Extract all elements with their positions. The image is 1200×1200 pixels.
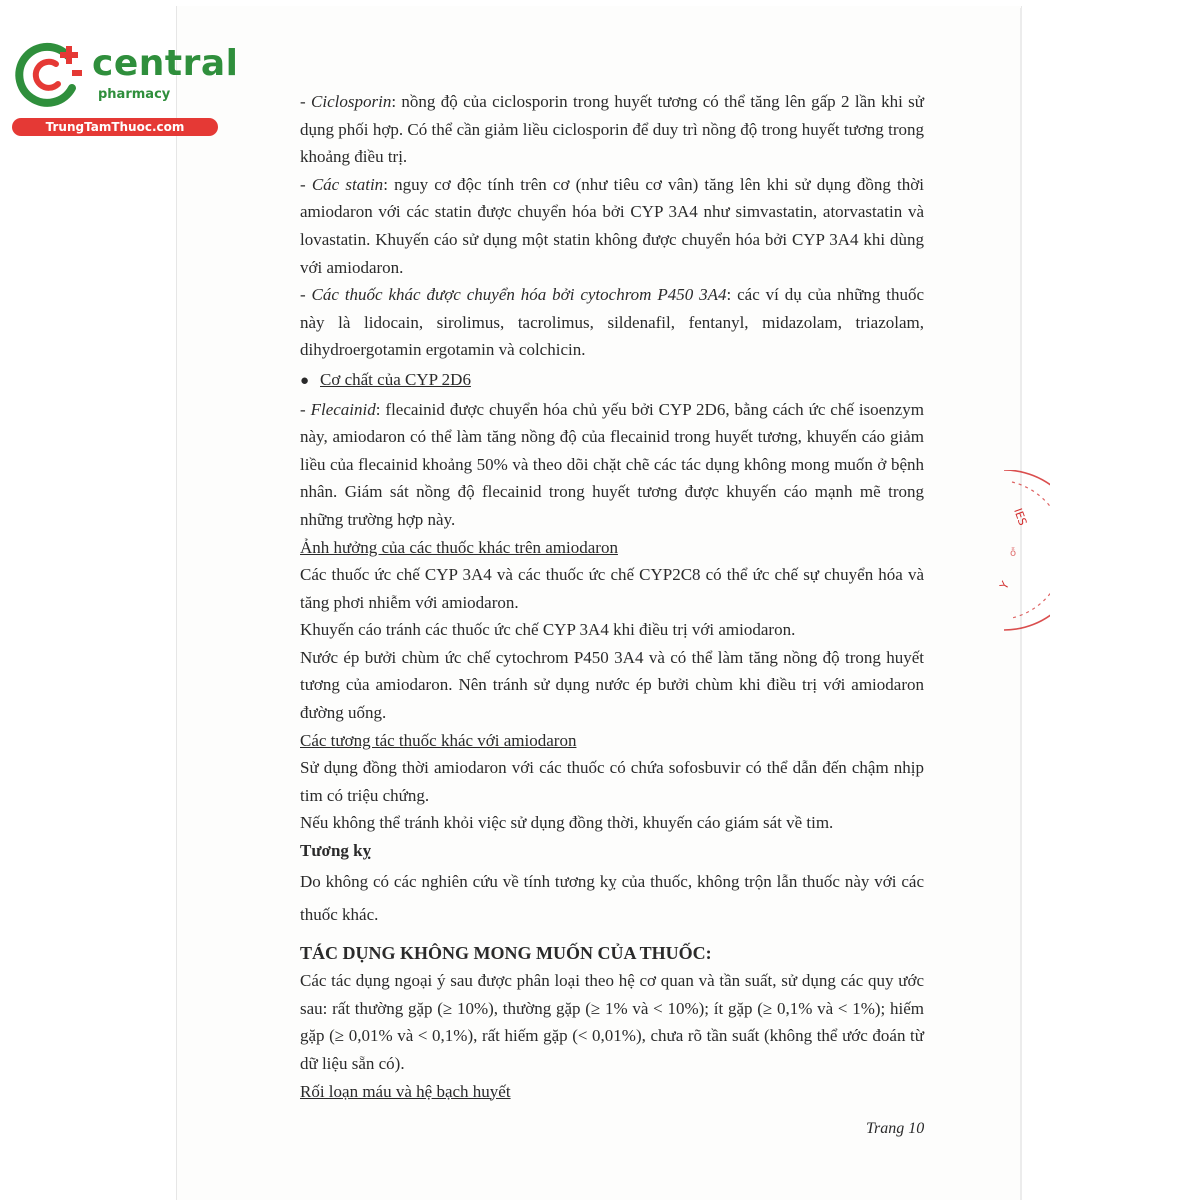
svg-text:Y: Y xyxy=(997,579,1012,592)
incompatibility-heading: Tương kỵ xyxy=(300,841,372,861)
paragraph-text: : nguy cơ độc tính trên cơ (như tiêu cơ vân) tăng lên khi sử dụng đồng thời amiodaron với các statin được chuyển hóa bởi CYP 3A4 như simvastatin, atorvastatin và lovastatin. Khuyến cáo sử dụng một statin không được chuyển hóa bởi CYP 3A4 khi dùng với amiodaron. xyxy=(300,174,924,277)
paragraph-label: - Flecainid xyxy=(300,399,376,419)
bullet-dot-icon: ● xyxy=(300,372,310,389)
paragraph-label: - Ciclosporin xyxy=(300,92,392,111)
paragraph-label: - Các statin xyxy=(300,174,384,194)
paragraph-label: - Các thuốc khác được chuyển hóa bởi cytochrom P450 3A4 xyxy=(300,285,727,305)
other-interactions-paragraph: Sử dụng đồng thời amiodaron với các thuốc có chứa sofosbuvir có thể dẫn đến chậm nhịp tim có triệu chứng. xyxy=(300,758,924,805)
paragraph-text: : các ví dụ của những thuốc này là lidocain, sirolimus, tacrolimus, sildenafil, fentanyl, midazolam, triazolam, dihydroergotamin ergotamin và colchicin. xyxy=(300,285,925,360)
bullet-text: Cơ chất của CYP 2D6 xyxy=(320,369,471,389)
paragraph-cyp3a4-drugs xyxy=(300,281,924,364)
other-interactions-paragraph: Nếu không thể tránh khỏi việc sử dụng đồng thời, khuyến cáo giám sát về tim. xyxy=(300,813,834,833)
paragraph-text: : flecainid được chuyển hóa chủ yếu bởi CYP 2D6, bằng cách ức chế isoenzym này, amiodaron có thể làm tăng nồng độ của flecainid trong huyết tương, khuyến cáo giảm liều của flecainid khoảng 50% và theo dõi chặt chẽ các tác dụng không mong muốn ở bệnh nhân. Giám sát nồng độ flecainid trong huyết tương được khuyến cáo mạnh mẽ trong những trường hợp này. xyxy=(300,399,924,529)
bullet-cyp2d6 xyxy=(300,366,924,396)
section-heading-effects: Ảnh hưởng của các thuốc khác trên amiodaron xyxy=(300,537,618,557)
page-number: Trang 10 xyxy=(866,1120,925,1137)
svg-text:IES: IES xyxy=(1011,506,1030,528)
document-body xyxy=(300,88,924,1105)
svg-text:ỗ: ỗ xyxy=(1010,548,1017,559)
paragraph-text: : nồng độ của ciclosporin trong huyết tương có thể tăng lên gấp 2 lần khi sử dụng phối hợp. Có thể cần giảm liều ciclosporin để duy trì nồng độ trong huyết tương trong khoảng điều trị. xyxy=(300,92,924,167)
logo-brand-text: central xyxy=(92,43,239,84)
logo-subtitle: pharmacy xyxy=(98,87,171,102)
effects-paragraph: Các thuốc ức chế CYP 3A4 và các thuốc ức chế CYP2C8 có thể ức chế sự chuyển hóa và tăng phơi nhiễm với amiodaron. xyxy=(300,565,924,612)
effects-paragraph: Khuyến cáo tránh các thuốc ức chế CYP 3A4 khi điều trị với amiodaron. xyxy=(300,620,796,640)
paragraph-ciclosporin xyxy=(300,88,924,171)
central-pharmacy-logo[interactable] xyxy=(10,36,239,140)
logo-url-badge[interactable]: TrungTamThuoc.com xyxy=(12,118,218,136)
section-heading-other-interactions: Các tương tác thuốc khác với amiodaron xyxy=(300,730,577,750)
paragraph-statin xyxy=(300,171,924,281)
red-seal-stamp xyxy=(990,470,1050,640)
adverse-effects-paragraph: Các tác dụng ngoại ý sau được phân loại theo hệ cơ quan và tần suất, sử dụng các quy ước sau: rất thường gặp (≥ 10%), thường gặp (≥ 1% và < 10%); ít gặp (≥ 0,1% và < 1%); hiếm gặp (≥ 0,01% và < 0,1%), rất hiếm gặp (< 0,01%), chưa rõ tần suất (không thể ước đoán từ dữ liệu sẵn có). xyxy=(300,971,924,1073)
blood-disorders-heading: Rối loạn máu và hệ bạch huyết xyxy=(300,1081,511,1101)
pharmacy-cross-icon xyxy=(10,36,88,114)
incompatibility-paragraph: Do không có các nghiên cứu về tính tương kỵ của thuốc, không trộn lẫn thuốc này với các thuốc khác. xyxy=(300,871,924,924)
adverse-effects-heading: TÁC DỤNG KHÔNG MONG MUỐN CỦA THUỐC: xyxy=(300,942,712,963)
effects-paragraph: Nước ép bưởi chùm ức chế cytochrom P450 3A4 và có thể làm tăng nồng độ trong huyết tương của amiodaron. Nên tránh sử dụng nước ép bưởi chùm khi điều trị với amiodaron đường uống. xyxy=(300,647,924,723)
paragraph-flecainid xyxy=(300,396,924,534)
